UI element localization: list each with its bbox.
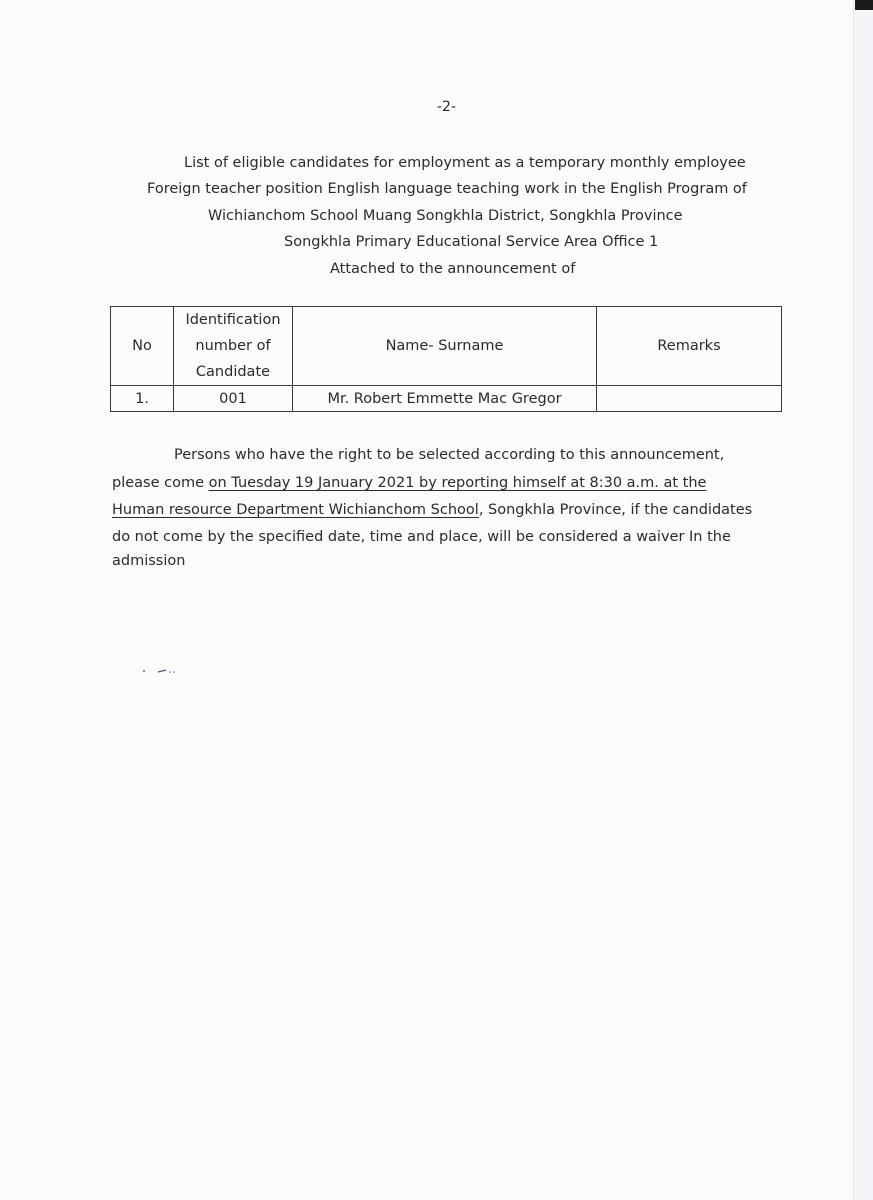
table-row <box>111 386 782 412</box>
paragraph-line-1: Persons who have the right to be selected according to this announcement, <box>174 447 725 463</box>
paragraph-line-2 <box>112 475 706 491</box>
cell-remarks <box>597 386 782 412</box>
header-id-line-2: number of <box>195 338 271 354</box>
cell-no: 1. <box>111 386 174 412</box>
paragraph-line-3 <box>112 502 752 518</box>
appointment-date-text: on Tuesday 19 January 2021 by reporting himself at 8:30 a.m. at the <box>208 475 707 491</box>
header-identification <box>174 307 293 386</box>
candidates-table <box>110 306 782 412</box>
appointment-location-text: Human resource Department Wichianchom School <box>112 502 479 518</box>
paragraph-line-3-plain: , Songkhla Province, if the candidates <box>478 502 753 518</box>
cell-name: Mr. Robert Emmette Mac Gregor <box>293 386 597 412</box>
page-number: -2- <box>436 99 456 115</box>
header-remarks: Remarks <box>597 307 782 386</box>
table-header-row <box>111 307 782 386</box>
header-id-line-1: Identification <box>185 312 281 328</box>
heading-line-4: Songkhla Primary Educational Service Area Office 1 <box>284 234 659 250</box>
paragraph-line-4: do not come by the specified date, time and place, will be considered a waiver In the <box>112 529 731 545</box>
heading-line-1: List of eligible candidates for employment as a temporary monthly employee <box>184 155 746 171</box>
scan-specks <box>142 666 182 676</box>
heading-line-2: Foreign teacher position English language teaching work in the English Program of <box>147 181 747 197</box>
header-id-line-3: Candidate <box>195 364 271 380</box>
heading-line-3: Wichianchom School Muang Songkhla District, Songkhla Province <box>208 208 683 224</box>
paragraph-line-5: admission <box>112 553 186 569</box>
scan-corner-mark <box>855 0 873 10</box>
header-no: No <box>111 307 174 386</box>
header-name-surname: Name- Surname <box>293 307 597 386</box>
scan-edge-strip <box>853 0 873 1200</box>
heading-line-5: Attached to the announcement of <box>330 261 576 277</box>
paragraph-line-2-plain: please come <box>112 475 209 491</box>
cell-id: 001 <box>174 386 293 412</box>
